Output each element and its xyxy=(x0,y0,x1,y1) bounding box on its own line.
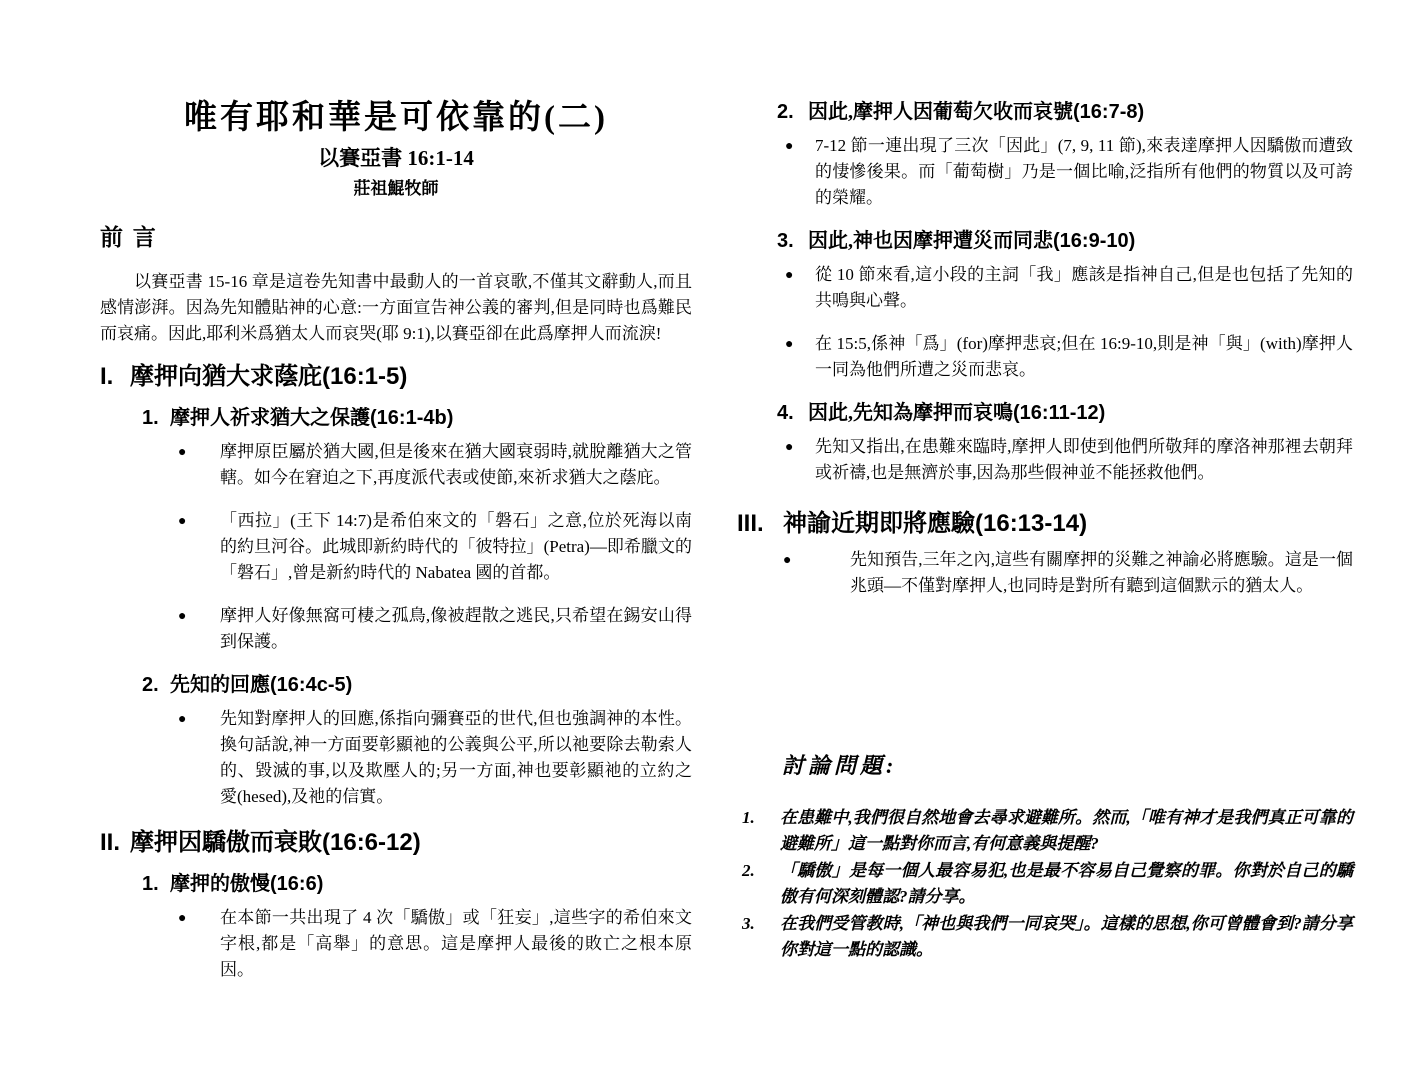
section-numeral: III. xyxy=(737,510,764,537)
bullet-text: 在 15:5,係神「爲」(for)摩押悲哀;但在 16:9-10,則是神「與」(with)摩押人一同為他們所遭之災而悲哀。 xyxy=(815,334,1353,379)
subsection-ref: (16:7-8) xyxy=(1073,101,1145,123)
question-number: 2. xyxy=(742,861,755,880)
subsection-number: 3. xyxy=(777,230,794,252)
bullet-icon: ● xyxy=(785,266,794,282)
section-ref: (16:6-12) xyxy=(322,829,421,856)
discussion-question-list xyxy=(737,805,1353,963)
bullet-item xyxy=(100,508,692,586)
subsection-number: 2. xyxy=(777,101,794,123)
bullet-text: 先知又指出,在患難來臨時,摩押人即使到他們所敬拜的摩洛神那裡去朝拜或祈禱,也是無濟於事,因為那些假神並不能拯救他們。 xyxy=(815,437,1353,482)
question-number: 1. xyxy=(742,808,755,827)
scripture-reference: 以賽亞書 16:1-14 xyxy=(318,146,474,170)
subsection-title: 先知的回應 xyxy=(170,674,270,696)
section-title: 神諭近期即將應驗 xyxy=(783,511,975,537)
section-heading-III xyxy=(737,508,1353,540)
bullet-text: 「西拉」(王下 14:7)是希伯來文的「磐石」之意,位於死海以南的約旦河谷。此城即新約時代的「彼特拉」(Petra)—即希臘文的「磐石」,曾是新約時代的 Nabatea 國的首都。 xyxy=(220,511,692,582)
bullet-text: 摩押人好像無窩可棲之孤鳥,像被趕散之逃民,只希望在錫安山得到保護。 xyxy=(220,606,692,651)
bullet-icon: ● xyxy=(178,607,187,623)
section-numeral: II. xyxy=(100,829,121,856)
bullet-item xyxy=(100,603,692,655)
subsection-number: 4. xyxy=(777,402,794,424)
section-numeral: I. xyxy=(100,363,114,390)
subsection-ref: (16:11-12) xyxy=(1013,402,1106,424)
subsection-number: 1. xyxy=(142,407,159,429)
section-title: 摩押向猶大求蔭庇 xyxy=(130,364,322,390)
subsection-heading-II-4 xyxy=(737,400,1353,427)
discussion-question xyxy=(737,858,1353,910)
bullet-icon: ● xyxy=(178,710,187,726)
preface-paragraph: 以賽亞書 15-16 章是這卷先知書中最動人的一首哀歌,不僅其文辭動人,而且感情澎湃。因為先知體貼神的心意:一方面宣告神公義的審判,但是同時也爲難民而哀痛。因此,耶利米爲猶太人而哀哭(耶 9:1),以賽亞卻在此爲摩押人而流淚! xyxy=(100,272,692,343)
bullet-item xyxy=(737,133,1353,211)
bullet-icon: ● xyxy=(785,438,794,454)
bullet-item xyxy=(737,331,1353,383)
bullet-item xyxy=(100,905,692,983)
bullet-icon: ● xyxy=(783,551,792,567)
subsection-ref: (16:6) xyxy=(270,873,324,895)
bullet-text: 先知預告,三年之內,這些有關摩押的災難之神諭必將應驗。這是一個兆頭—不僅對摩押人,也同時是對所有聽到這個默示的猶太人。 xyxy=(850,550,1353,595)
section-title: 摩押因驕傲而衰敗 xyxy=(130,830,322,856)
bullet-item xyxy=(737,262,1353,314)
bullet-icon: ● xyxy=(178,443,187,459)
subsection-heading-I-1 xyxy=(100,405,692,432)
subsection-title: 因此,神也因摩押遭災而同悲 xyxy=(808,230,1053,252)
subsection-number: 1. xyxy=(142,873,159,895)
bullet-icon: ● xyxy=(178,512,187,528)
discussion-question xyxy=(737,805,1353,857)
bullet-icon: ● xyxy=(785,137,794,153)
question-text: 在我們受管教時,「神也與我們一同哀哭」。這樣的思想,你可曾體會到?請分享你對這一點的認識。 xyxy=(780,914,1353,959)
subsection-ref: (16:9-10) xyxy=(1053,230,1136,252)
bullet-text: 摩押原臣屬於猶大國,但是後來在猶大國衰弱時,就脫離猶大之管轄。如今在窘迫之下,再度派代表或使節,來祈求猶大之蔭庇。 xyxy=(220,442,692,487)
question-text: 「驕傲」是每一個人最容易犯,也是最不容易自己覺察的罪。你對於自己的驕傲有何深刻體認?請分享。 xyxy=(780,861,1353,906)
subsection-heading-II-3 xyxy=(737,228,1353,255)
subsection-heading-II-1 xyxy=(100,871,692,898)
right-column xyxy=(737,0,1353,963)
left-column xyxy=(100,0,692,1000)
question-number: 3. xyxy=(742,914,755,933)
discussion-question xyxy=(737,911,1353,963)
bullet-item xyxy=(737,434,1353,486)
subsection-heading-I-2 xyxy=(100,672,692,699)
subsection-title: 摩押人祈求猶大之保護 xyxy=(170,407,370,429)
subsection-ref: (16:4c-5) xyxy=(270,674,353,696)
bullet-item xyxy=(737,547,1353,599)
subsection-number: 2. xyxy=(142,674,159,696)
bullet-text: 從 10 節來看,這小段的主詞「我」應該是指神自己,但是也包括了先知的共鳴與心聲。 xyxy=(815,265,1353,310)
subsection-title: 因此,摩押人因葡萄欠收而哀號 xyxy=(808,101,1073,123)
page-title: 唯有耶和華是可依靠的(二) xyxy=(184,100,608,136)
question-text: 在患難中,我們很自然地會去尋求避難所。然而,「唯有神才是我們真正可靠的避難所」這一點對你而言,有何意義與提醒? xyxy=(780,808,1353,853)
subsection-heading-II-2 xyxy=(737,99,1353,126)
bullet-icon: ● xyxy=(785,335,794,351)
bullet-item xyxy=(100,439,692,491)
preface-heading: 前 言 xyxy=(100,225,158,250)
section-ref: (16:1-5) xyxy=(322,363,408,390)
bullet-item xyxy=(100,706,692,810)
bullet-text: 在本節一共出現了 4 次「驕傲」或「狂妄」,這些字的希伯來文字根,都是「高舉」的意思。這是摩押人最後的敗亡之根本原因。 xyxy=(220,908,692,979)
subsection-title: 摩押的傲慢 xyxy=(170,873,270,895)
bullet-text: 7-12 節一連出現了三次「因此」(7, 9, 11 節),來表達摩押人因驕傲而遭致的悽慘後果。而「葡萄樹」乃是一個比喻,泛指所有他們的物質以及可誇的榮耀。 xyxy=(815,136,1353,207)
bullet-icon: ● xyxy=(178,909,187,925)
author-name: 莊祖鯤牧師 xyxy=(353,179,439,198)
section-ref: (16:13-14) xyxy=(975,510,1088,537)
discussion-heading: 討論問題: xyxy=(782,753,898,778)
subsection-title: 因此,先知為摩押而哀鳴 xyxy=(808,402,1013,424)
bullet-text: 先知對摩押人的回應,係指向彌賽亞的世代,但也強調神的本性。換句話說,神一方面要彰顯祂的公義與公平,所以祂要除去勒索人的、毀滅的事,以及欺壓人的;另一方面,神也要彰顯祂的立約之愛(hesed),及祂的信實。 xyxy=(220,709,692,806)
section-heading-II xyxy=(100,827,692,859)
section-heading-I xyxy=(100,361,692,393)
subsection-ref: (16:1-4b) xyxy=(370,407,454,429)
